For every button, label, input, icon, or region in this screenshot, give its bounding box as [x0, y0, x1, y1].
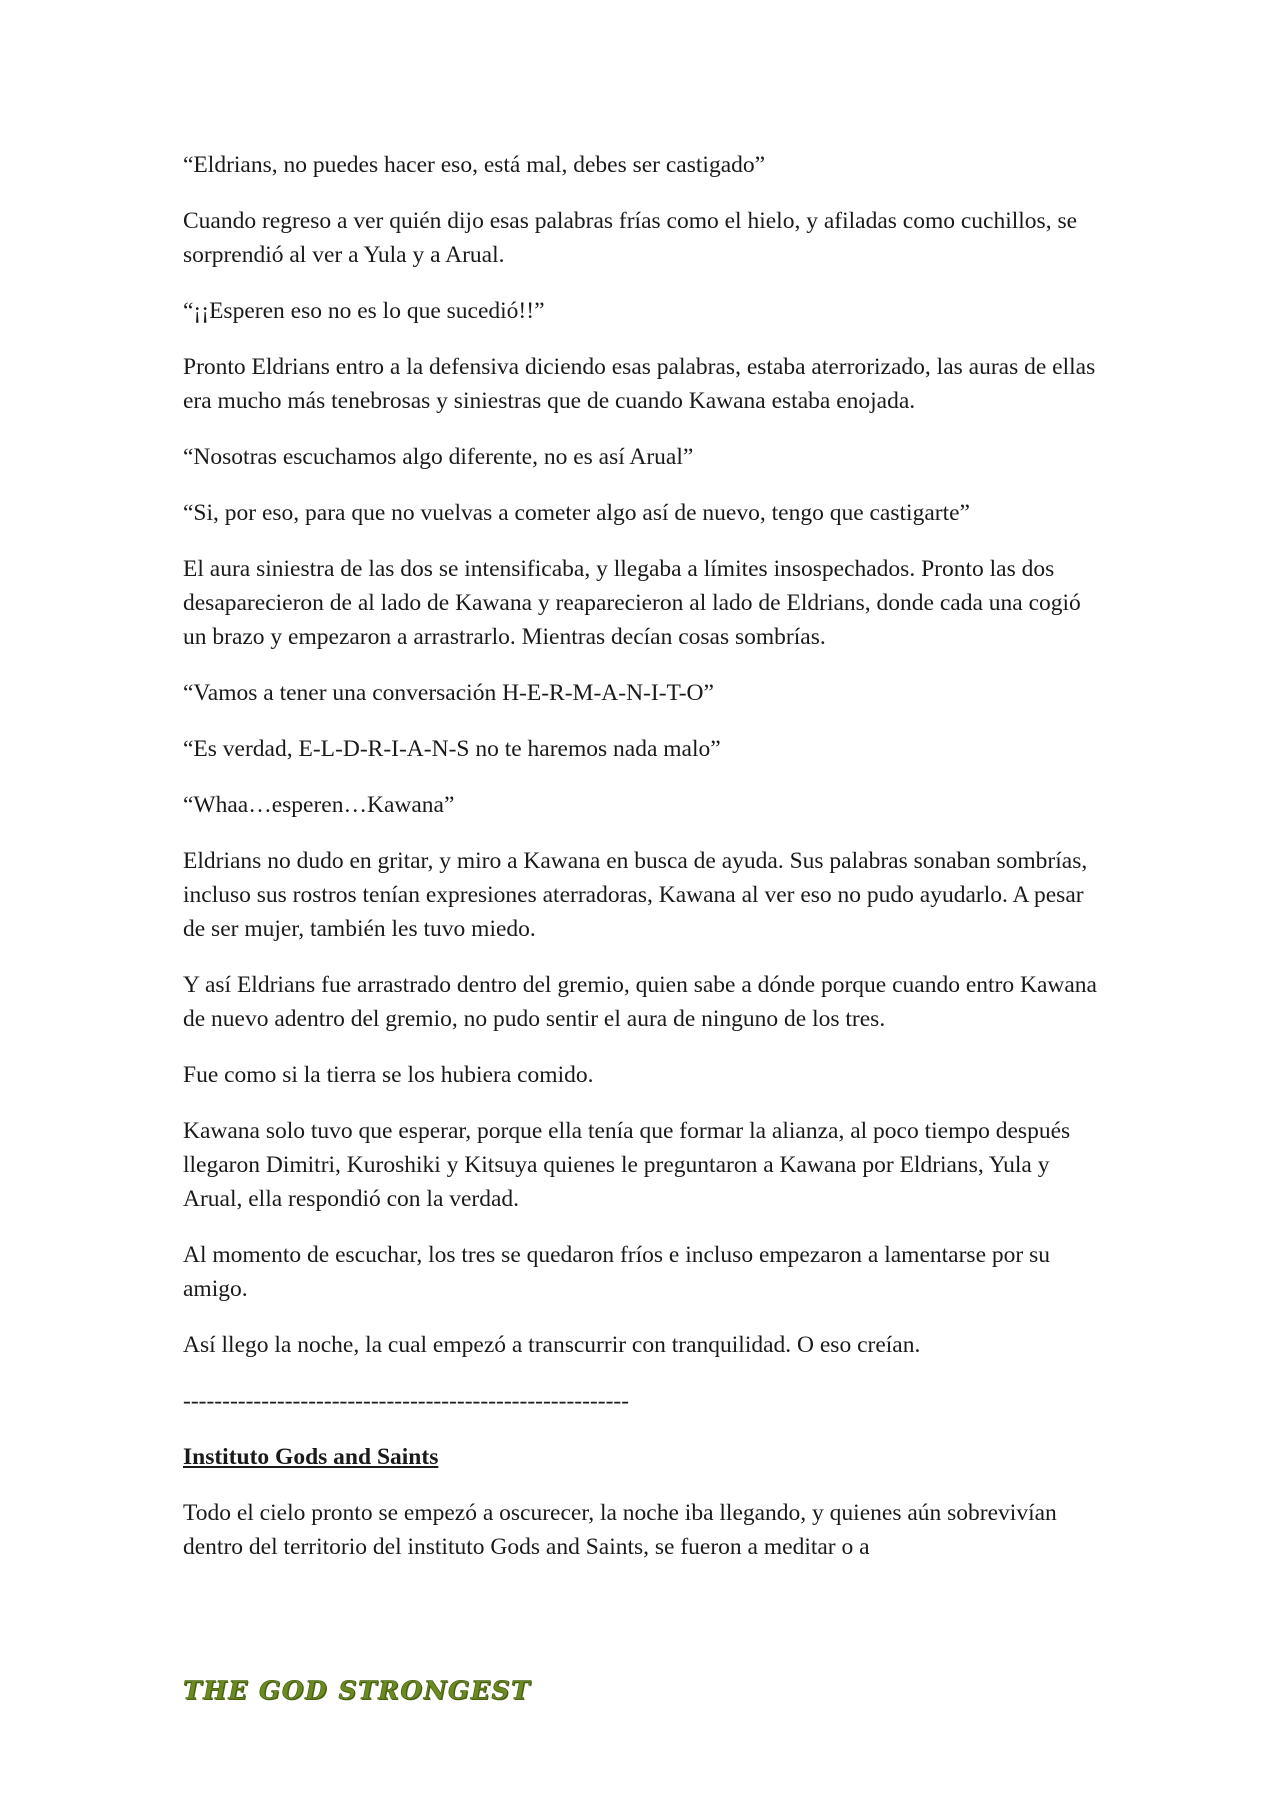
paragraph: Cuando regreso a ver quién dijo esas palabras frías como el hielo, y afiladas como cuchillos, se sorprendió al ver a Yula y a Arual.	[183, 208, 1078, 268]
paragraph: Así llego la noche, la cual empezó a transcurrir con tranquilidad. O eso creían.	[183, 1332, 921, 1358]
section-separator: ---------------------------------------------------------	[183, 1388, 630, 1414]
paragraph: Al momento de escuchar, los tres se quedaron fríos e incluso empezaron a lamentarse por su amigo.	[183, 1242, 1050, 1302]
paragraph: “Eldrians, no puedes hacer eso, está mal, debes ser castigado”	[183, 152, 766, 178]
paragraph: “Whaa…esperen…Kawana”	[183, 792, 455, 818]
paragraph: Todo el cielo pronto se empezó a oscurecer, la noche iba llegando, y quienes aún sobrevivían dentro del territorio del instituto Gods and Saints, se fueron a meditar o a	[183, 1500, 1057, 1560]
page-footer-title: THE GOD STRONGEST	[183, 1676, 532, 1705]
paragraph: Y así Eldrians fue arrastrado dentro del gremio, quien sabe a dónde porque cuando entro Kawana de nuevo adentro del gremio, no pudo sentir el aura de ninguno de los tres.	[183, 972, 1097, 1032]
paragraph: Fue como si la tierra se los hubiera comido.	[183, 1062, 594, 1088]
paragraph: “Nosotras escuchamos algo diferente, no es así Arual”	[183, 444, 694, 470]
paragraph: “Es verdad, E-L-D-R-I-A-N-S no te haremos nada malo”	[183, 736, 721, 762]
paragraph: Eldrians no dudo en gritar, y miro a Kawana en busca de ayuda. Sus palabras sonaban sombrías, incluso sus rostros tenían expresiones aterradoras, Kawana al ver eso no pudo ayudarlo. A pesar de ser mujer, también les tuvo miedo.	[183, 848, 1088, 942]
section-heading: Instituto Gods and Saints	[183, 1444, 439, 1470]
paragraph: “Si, por eso, para que no vuelvas a cometer algo así de nuevo, tengo que castigarte”	[183, 500, 970, 526]
paragraph: Kawana solo tuvo que esperar, porque ella tenía que formar la alianza, al poco tiempo después llegaron Dimitri, Kuroshiki y Kitsuya quienes le preguntaron a Kawana por Eldrians, Yula y Arual, ella respondió con la verdad.	[183, 1118, 1071, 1212]
paragraph: “¡¡Esperen eso no es lo que sucedió!!”	[183, 298, 545, 324]
paragraph: “Vamos a tener una conversación H-E-R-M-A-N-I-T-O”	[183, 680, 714, 706]
paragraph: El aura siniestra de las dos se intensificaba, y llegaba a límites insospechados. Pronto las dos desaparecieron de al lado de Kawana y reaparecieron al lado de Eldrians, donde cada una cogió un brazo y empezaron a arrastrarlo. Mientras decían cosas sombrías.	[183, 556, 1081, 650]
paragraph: Pronto Eldrians entro a la defensiva diciendo esas palabras, estaba aterrorizado, las auras de ellas era mucho más tenebrosas y siniestras que de cuando Kawana estaba enojada.	[183, 354, 1096, 414]
document-body	[183, 148, 1103, 1586]
